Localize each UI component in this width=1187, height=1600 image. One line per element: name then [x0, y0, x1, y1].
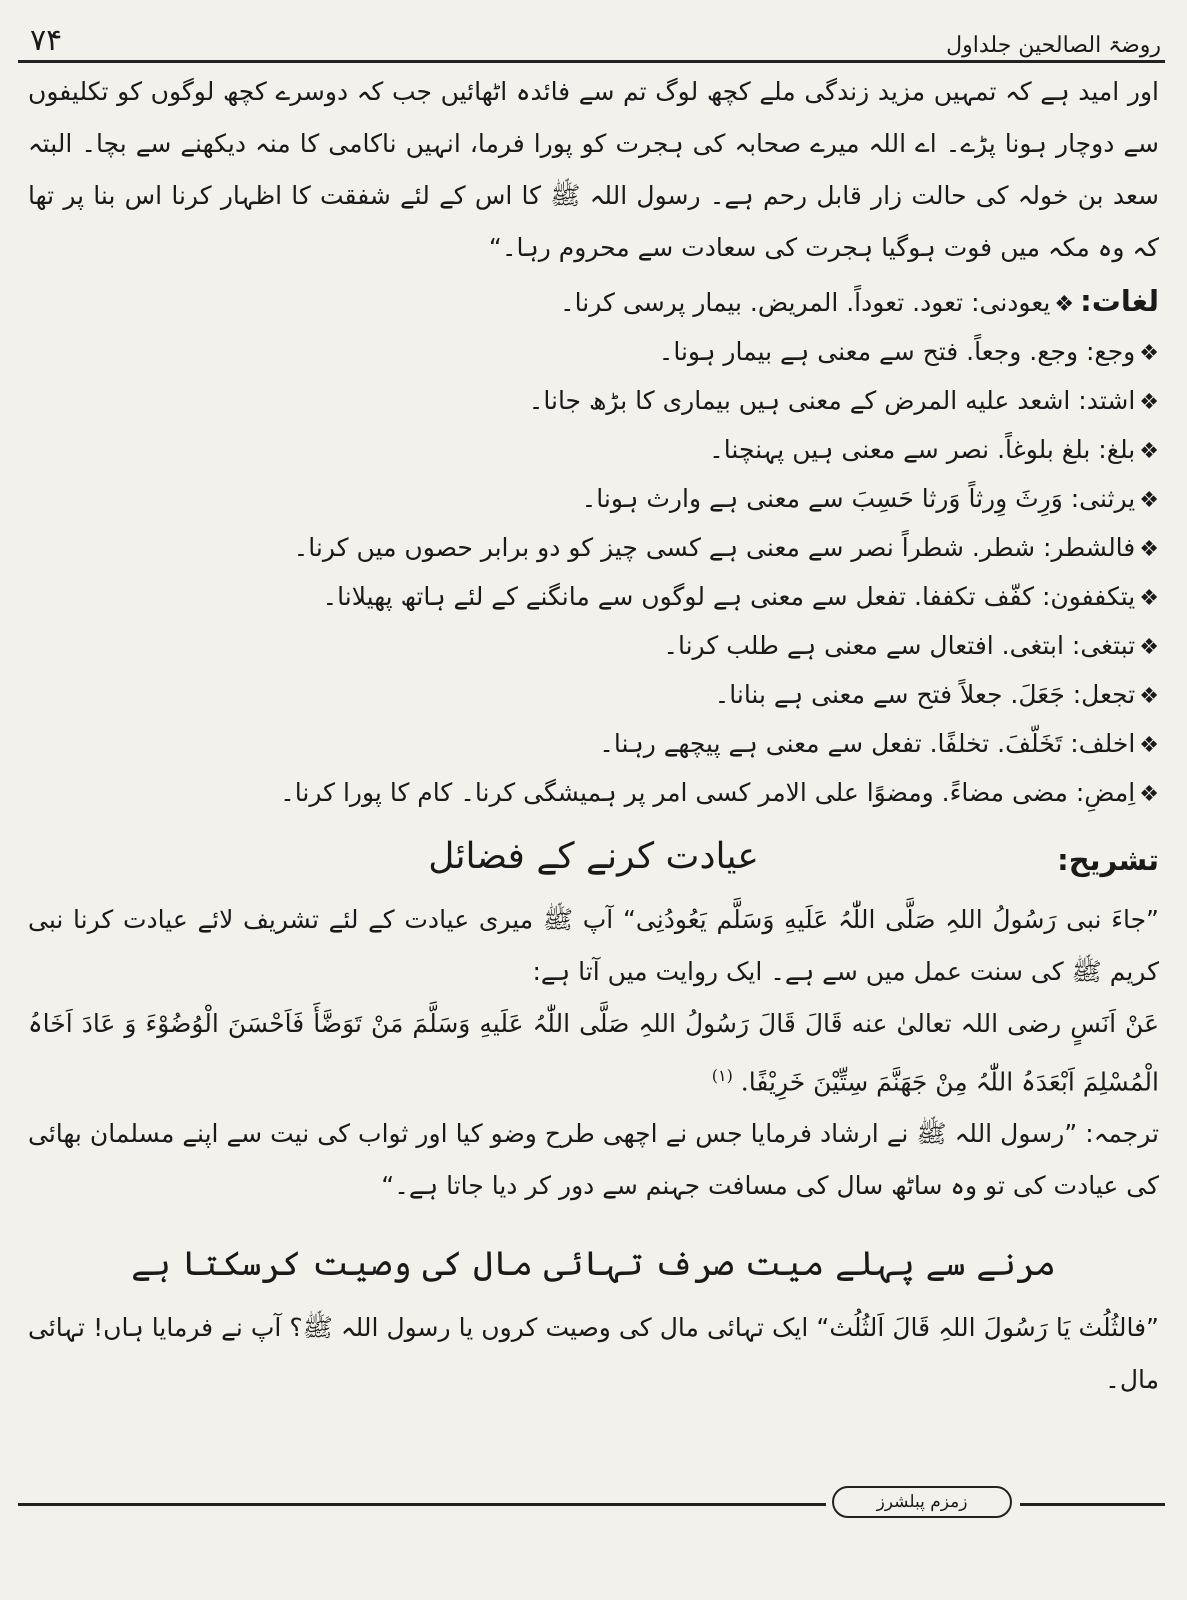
hadith-translation: ترجمہ: ”رسول اللہ ﷺ نے ارشاد فرمایا جس نے اچھی طرح وضو کیا اور ثواب کی نیت سے اپنے مسلمان بھائی کی عیادت کی تو وہ ساٹھ سال کی مسافت جہنم سے دور کر دیا جاتا ہے۔“ [28, 1119, 1159, 1201]
glossary-item [28, 426, 1159, 475]
glossary-label: لغات: [1080, 284, 1159, 318]
diamond-bullet-icon: ❖ [1139, 537, 1159, 562]
glossary-entry: تبتغی: ابتغی. افتعال سے معنی ہے طلب کرنا۔ [663, 631, 1136, 660]
glossary-entry: یتکففون: کفّف تکففا. تفعل سے معنی ہے لوگوں سے مانگنے کے لئے ہاتھ پھیلانا۔ [322, 582, 1136, 611]
page-header [22, 18, 1165, 58]
glossary-entry: فالشطر: شطر. شطراً نصر سے معنی ہے کسی چیز کو دو برابر حصوں میں کرنا۔ [293, 533, 1136, 562]
glossary-item [28, 328, 1159, 377]
diamond-bullet-icon: ❖ [1054, 292, 1075, 317]
footnote-mark: (۱) [711, 1066, 733, 1085]
diamond-bullet-icon: ❖ [1139, 488, 1159, 513]
page-body [28, 66, 1159, 1406]
glossary-entry: اِمضِ: مضی مضاءً. ومضوًا علی الامر کسی امر پر ہمیشگی کرنا۔ کام کا پورا کرنا۔ [280, 778, 1136, 807]
glossary-item [28, 573, 1159, 622]
footer-rule [1020, 1503, 1165, 1506]
tashreeh-label: تشریح: [1057, 843, 1159, 877]
diamond-bullet-icon: ❖ [1139, 733, 1159, 758]
glossary-entry: وجع: وجع. وجعاً. فتح سے معنی ہے بیمار ہونا۔ [658, 337, 1136, 366]
diamond-bullet-icon: ❖ [1139, 341, 1159, 366]
glossary-item [28, 377, 1159, 426]
glossary-item [28, 671, 1159, 720]
glossary-entry: یعودنی: تعود. تعوداً. المریض. بیمار پرسی کرنا۔ [559, 288, 1051, 317]
running-title: روضۃ الصالحین جلداول [946, 33, 1161, 58]
publisher-badge: زمزم پبلشرز [832, 1486, 1012, 1518]
hadith-arabic [28, 998, 1159, 1108]
diamond-bullet-icon: ❖ [1139, 684, 1159, 709]
diamond-bullet-icon: ❖ [1139, 782, 1159, 807]
glossary-item [28, 475, 1159, 524]
tashreeh-heading-row [28, 824, 1159, 894]
glossary-entry: اشتد: اشعد علیه المرض کے معنی ہیں بیماری کا بڑھ جانا۔ [528, 386, 1136, 415]
glossary-item [28, 769, 1159, 818]
section-heading: عیادت کرنے کے فضائل [428, 836, 759, 877]
hadith-arabic-text: عَنْ اَنَسٍ رضی اللہ تعالیٰ عنه قَالَ قَالَ رَسُولُ اللہِ صَلَّی اللّٰہُ عَلَیهِ وَسَلَّمَ مَنْ تَوَضَّأَ فَاَحْسَنَ الْوُضُوْءَ وَ عَادَ اَخَاہُ الْمُسْلِمَ اَبْعَدَہُ اللّٰہُ مِنْ جَهَنَّمَ سِتِّیْنَ خَرِیْفًا. [28, 1009, 1159, 1097]
glossary-item [28, 622, 1159, 671]
page-number: ۷۴ [30, 23, 63, 58]
diamond-bullet-icon: ❖ [1139, 586, 1159, 611]
section-paragraph: ”جاءَ نبی رَسُولُ اللہِ صَلَّی اللّٰہُ عَلَیهِ وَسَلَّم یَعُودُنِی“ آپ ﷺ میری عیادت کے لئے تشریف لائے عیادت کرنا نبی کریم ﷺ کی سنت عمل میں سے ہے۔ ایک روایت میں آتا ہے: [28, 905, 1159, 986]
intro-paragraph: اور امید ہے کہ تمہیں مزید زندگی ملے کچھ لوگ تم سے فائدہ اٹھائیں جب کہ دوسرے کچھ لوگوں کو تکلیفوں سے دوچار ہونا پڑے۔ اے اللہ میرے صحابہ کی ہجرت کو پورا فرما، انہیں ناکامی کا منہ دیکھنے سے بچا۔ البتہ سعد بن خولہ کی حالت زار قابل رحم ہے۔ رسول اللہ ﷺ کا اس کے لئے شفقت کا اظہار کرنا اس بنا پر تھا کہ وہ مکہ میں فوت ہوگیا ہجرت کی سعادت سے محروم رہا۔“ [28, 77, 1159, 262]
diamond-bullet-icon: ❖ [1139, 635, 1159, 660]
glossary-entry: اخلف: تَخَلّفَ. تخلفًا. تفعل سے معنی ہے پیچھے رہنا۔ [599, 729, 1136, 758]
glossary-section [28, 278, 1159, 818]
glossary-item [28, 720, 1159, 769]
glossary-entry: تجعل: جَعَلَ. جعلاً فتح سے معنی ہے بنانا۔ [714, 680, 1136, 709]
glossary-item [28, 524, 1159, 573]
section-paragraph: ”فالثُلُث یَا رَسُولَ اللہِ قَالَ اَلثُلُث“ ایک تہائی مال کی وصیت کروں یا رسول اللہ ﷺ؟ آپ نے فرمایا ہاں! تہائی مال۔ [28, 1313, 1159, 1395]
glossary-entry: بلغ: بلغ بلوغاً. نصر سے معنی ہیں پہنچنا۔ [709, 435, 1136, 464]
diamond-bullet-icon: ❖ [1139, 390, 1159, 415]
glossary-item [28, 278, 1159, 328]
header-rule [18, 60, 1165, 63]
diamond-bullet-icon: ❖ [1139, 439, 1159, 464]
section-heading: مرنے سے پہلے میت صرف تہائی مال کی وصیت کرسکتا ہے [131, 1244, 1056, 1285]
footer-rule [18, 1503, 826, 1506]
glossary-entry: یرثنی: وَرِثَ وِرثاً وَرثا حَسِبَ سے معنی ہے وارث ہونا۔ [581, 484, 1136, 513]
